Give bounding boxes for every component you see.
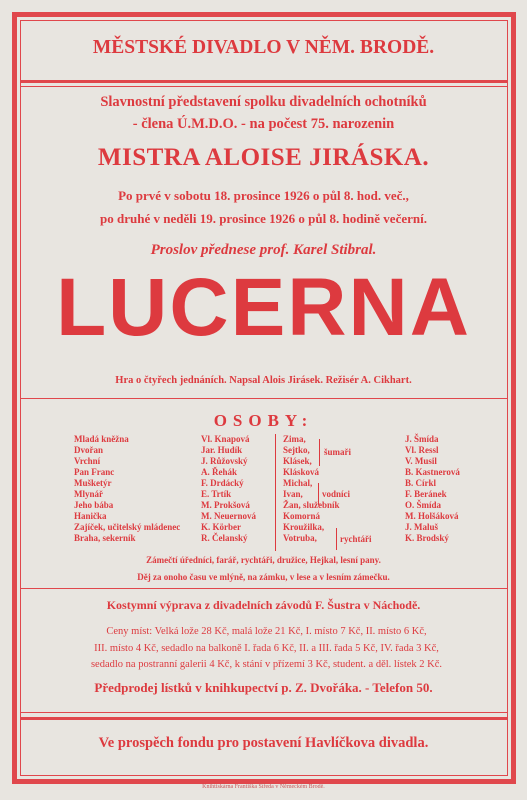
cast-actors-left xyxy=(201,434,256,544)
cast-actors-right xyxy=(405,434,460,544)
cast-actor: B. Kastnerová xyxy=(405,467,460,477)
honoree-name: MISTRA ALOISE JIRÁSKA. xyxy=(97,144,430,171)
cast-role: Hanička xyxy=(74,511,107,521)
price-line: III. místo 4 Kč, sedadlo na balkoně I. řada 6 Kč, II. a III. řada 5 Kč, IV. řada 3 Kč, xyxy=(94,642,439,654)
brace-sumari xyxy=(319,439,320,466)
cast-actor: Vl. Ressl xyxy=(405,445,439,455)
cast-actor: J. Šmída xyxy=(405,434,439,444)
cast-role: Kroužilka, xyxy=(283,522,325,532)
price-list xyxy=(40,624,493,674)
cast-role: Pan Franc xyxy=(74,467,115,477)
cast-actor: J. Růžovský xyxy=(201,456,248,466)
cast-actor: J. Maluš xyxy=(405,522,439,532)
cast-role: Votruba, xyxy=(283,533,317,543)
group-sumari: šumaři xyxy=(324,447,351,457)
group-rychtari: rychtáři xyxy=(340,534,372,544)
cast-role: Zima, xyxy=(283,434,306,444)
cast-actor: B. Církl xyxy=(405,478,437,488)
cast-divider xyxy=(275,434,276,551)
benefit-line: Ve prospěch fondu pro postavení Havlíčkova divadla. xyxy=(98,735,429,751)
play-subtitle: Hra o čtyřech jednáních. Napsal Alois Jirásek. Režisér A. Cikhart. xyxy=(115,375,412,386)
intro-line-1: Slavnostní představení spolku divadelních ochotníků xyxy=(100,94,427,110)
cast-actor: K. Körber xyxy=(201,522,241,532)
cast-actor: M. Prokšová xyxy=(201,500,250,510)
cast-actor: Jar. Hudík xyxy=(201,445,243,455)
cast-role: Braha, sekerník xyxy=(74,533,136,543)
cast-role: Michal, xyxy=(283,478,313,488)
printer-imprint: Knihtiskárna Františka Šíředa v Německém Brodě. xyxy=(202,784,325,790)
cast-role: Dvořan xyxy=(74,445,103,455)
cast-actor: M. Holšáková xyxy=(405,511,459,521)
cast-role: Ivan, xyxy=(283,489,303,499)
brace-rychtari xyxy=(336,528,337,550)
divider-bottom-thick xyxy=(20,717,508,720)
cast-actor: A. Řehák xyxy=(201,467,238,477)
price-line: sedadlo na postranní galerii 4 Kč, k stání v přízemí 3 Kč, student. a děl. lístek 2 Kč. xyxy=(90,659,443,670)
price-line: Ceny míst: Velká lože 28 Kč, malá lože 21 Kč, I. místo 7 Kč, II. místo 6 Kč, xyxy=(106,626,427,637)
cast-role: Mušketýr xyxy=(74,478,112,488)
cast-role: Jeho bába xyxy=(74,500,114,510)
presale-line: Předprodej lístků v knihkupectví p. Z. Dvořáka. - Telefon 50. xyxy=(94,680,433,695)
divider-top-thick xyxy=(20,80,508,83)
cast-role: Komorná xyxy=(283,511,320,521)
proslov-line: Proslov přednese prof. Karel Stibral. xyxy=(150,242,377,258)
cast-actor: O. Šmída xyxy=(405,500,442,510)
cast-extras: Zámečtí úředníci, farář, rychtáři, družice, Hejkal, lesní pany. xyxy=(146,555,381,565)
cast-role: Mladá kněžna xyxy=(74,434,129,444)
group-vodnici: vodníci xyxy=(322,489,351,499)
date-first: Po prvé v sobotu 18. prosince 1926 o půl 8. hod. več., xyxy=(118,188,409,203)
divider-cast-top xyxy=(20,398,508,399)
intro-line-2: - člena Ú.M.D.O. - na počest 75. narozenin xyxy=(132,116,395,132)
cast-actor: Vl. Knapová xyxy=(201,434,250,444)
cast-role: Mlynář xyxy=(74,489,103,499)
setting-line: Děj za onoho času ve mlýně, na zámku, v lese a v lesním zámečku. xyxy=(137,572,390,582)
costumes-line: Kostymní výprava z divadelních závodů F. Šustra v Náchodě. xyxy=(106,598,421,612)
cast-actor: K. Brodský xyxy=(405,533,449,543)
cast-roles-left xyxy=(74,434,180,544)
cast-role: Sejtko, xyxy=(283,445,310,455)
osoby-heading: OSOBY: xyxy=(213,411,314,430)
divider-bottom-thin xyxy=(20,712,508,713)
play-title: LUCERNA xyxy=(56,262,471,353)
cast-role: Klásková xyxy=(283,467,320,477)
cast-actor: M. Neuernová xyxy=(201,511,256,521)
brace-vodnici xyxy=(318,483,319,505)
divider-top-thin xyxy=(20,86,508,87)
cast-role: Zajíček, učitelský mládenec xyxy=(74,522,181,532)
cast-actor: R. Čelanský xyxy=(201,533,248,543)
date-second: po druhé v neděli 19. prosince 1926 o půl 8. hodině večerní. xyxy=(100,211,427,226)
cast-role: Vrchní xyxy=(74,456,101,466)
theatre-name: MĚSTSKÉ DIVADLO V NĚM. BRODĚ. xyxy=(92,37,435,58)
cast-actor: V. Musil xyxy=(405,456,437,466)
cast-actor: F. Beránek xyxy=(405,489,447,499)
cast-role: Klásek, xyxy=(283,456,312,466)
divider-cast-bottom xyxy=(20,588,508,589)
cast-role: Žan, služebník xyxy=(283,500,340,510)
cast-actor: E. Trtík xyxy=(201,489,232,499)
cast-actor: F. Drdácký xyxy=(201,478,244,488)
